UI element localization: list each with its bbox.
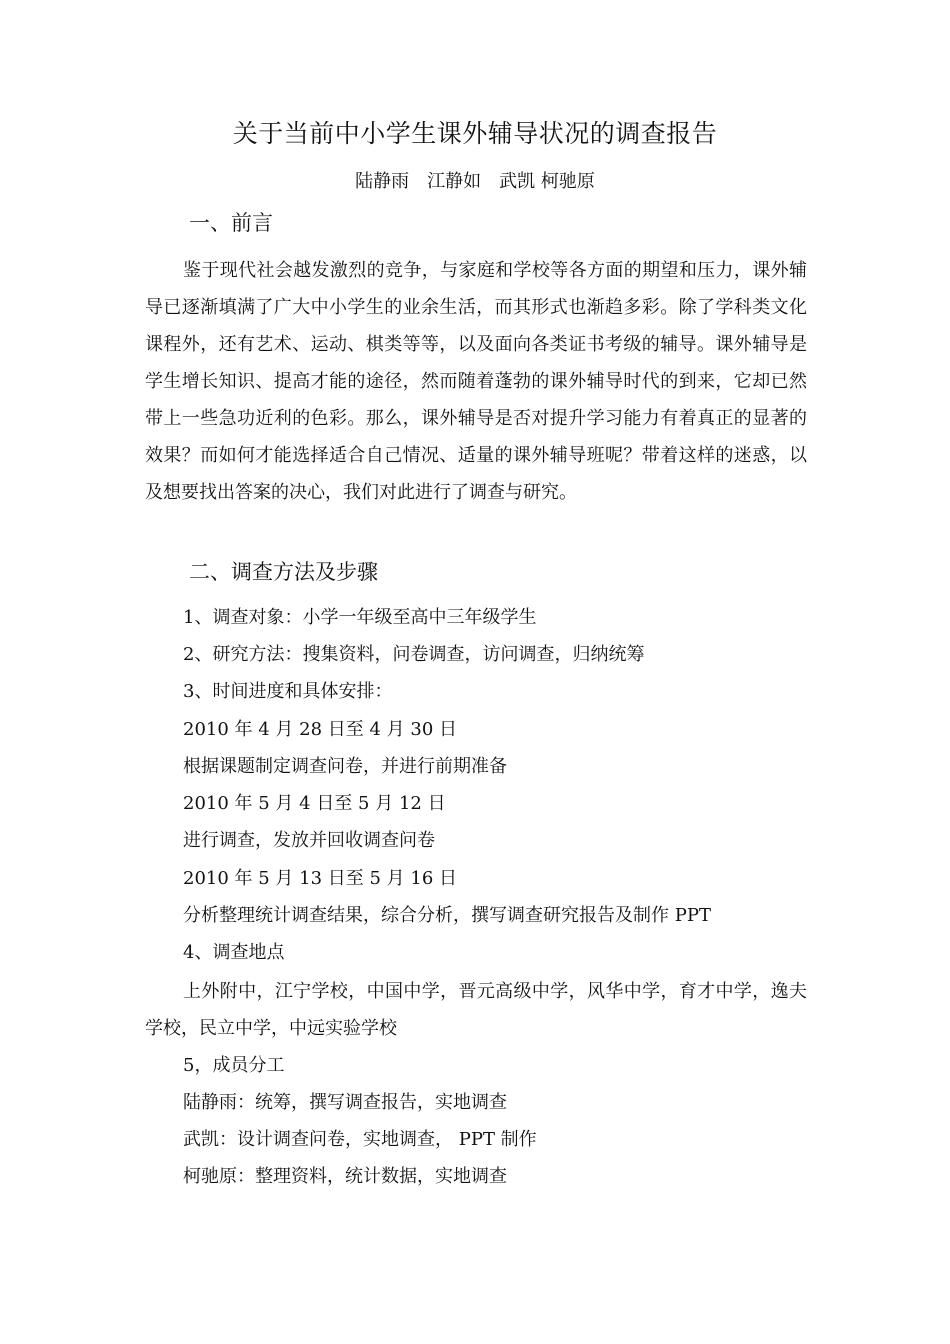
method-line: 1、调查对象：小学一年级至高中三年级学生 bbox=[183, 607, 537, 628]
schedule-date: 2010 年 5 月 13 日至 5 月 16 日 bbox=[183, 868, 458, 889]
schedule-task: 进行调查，发放并回收调查问卷 bbox=[183, 830, 435, 851]
author-list: 陆静雨 江静如 武凯 柯驰原 bbox=[355, 171, 595, 192]
method-line: 3、时间进度和具体安排： bbox=[183, 681, 393, 702]
method-line: 2、研究方法：搜集资料，问卷调查，访问调查，归纳统筹 bbox=[183, 644, 645, 665]
document-title: 关于当前中小学生课外辅导状况的调查报告 bbox=[232, 119, 718, 148]
team-line: 武凯：设计调查问卷，实地调查， PPT 制作 bbox=[183, 1129, 537, 1150]
schedule-task: 分析整理统计调查结果，综合分析，撰写调查研究报告及制作 PPT bbox=[183, 905, 711, 926]
team-line: 柯驰原：整理资料，统计数据，实地调查 bbox=[183, 1166, 507, 1187]
method-line: 4、调查地点 bbox=[183, 942, 285, 963]
team-line: 陆静雨：统筹，撰写调查报告，实地调查 bbox=[183, 1092, 507, 1113]
schedule-date: 2010 年 5 月 4 日至 5 月 12 日 bbox=[183, 793, 446, 814]
schedule-date: 2010 年 4 月 28 日至 4 月 30 日 bbox=[183, 719, 458, 740]
locations-paragraph: 上外附中，江宁学校，中国中学，晋元高级中学，风华中学，育才中学，逸夫学校，民立中学，中远实验学校 bbox=[145, 981, 807, 1039]
section-heading-preface: 一、前言 bbox=[189, 211, 273, 235]
section-heading-methods: 二、调查方法及步骤 bbox=[189, 560, 378, 584]
team-line: 5，成员分工 bbox=[183, 1055, 285, 1076]
schedule-task: 根据课题制定调查问卷，并进行前期准备 bbox=[183, 756, 507, 777]
preface-paragraph: 鉴于现代社会越发激烈的竞争，与家庭和学校等各方面的期望和压力，课外辅导已逐渐填满了广大中小学生的业余生活，而其形式也渐趋多彩。除了学科类文化课程外，还有艺术、运动、棋类等等，以及面向各类证书考级的辅导。课外辅导是学生增长知识、提高才能的途径，然而随着蓬勃的课外辅导时代的到来，它却已然带上一些急功近利的色彩。那么，课外辅导是否对提升学习能力有着真正的显著的效果？而如何才能选择适合自己情况、适量的课外辅导班呢？带着这样的迷惑，以及想要找出答案的决心，我们对此进行了调查与研究。 bbox=[145, 260, 807, 503]
